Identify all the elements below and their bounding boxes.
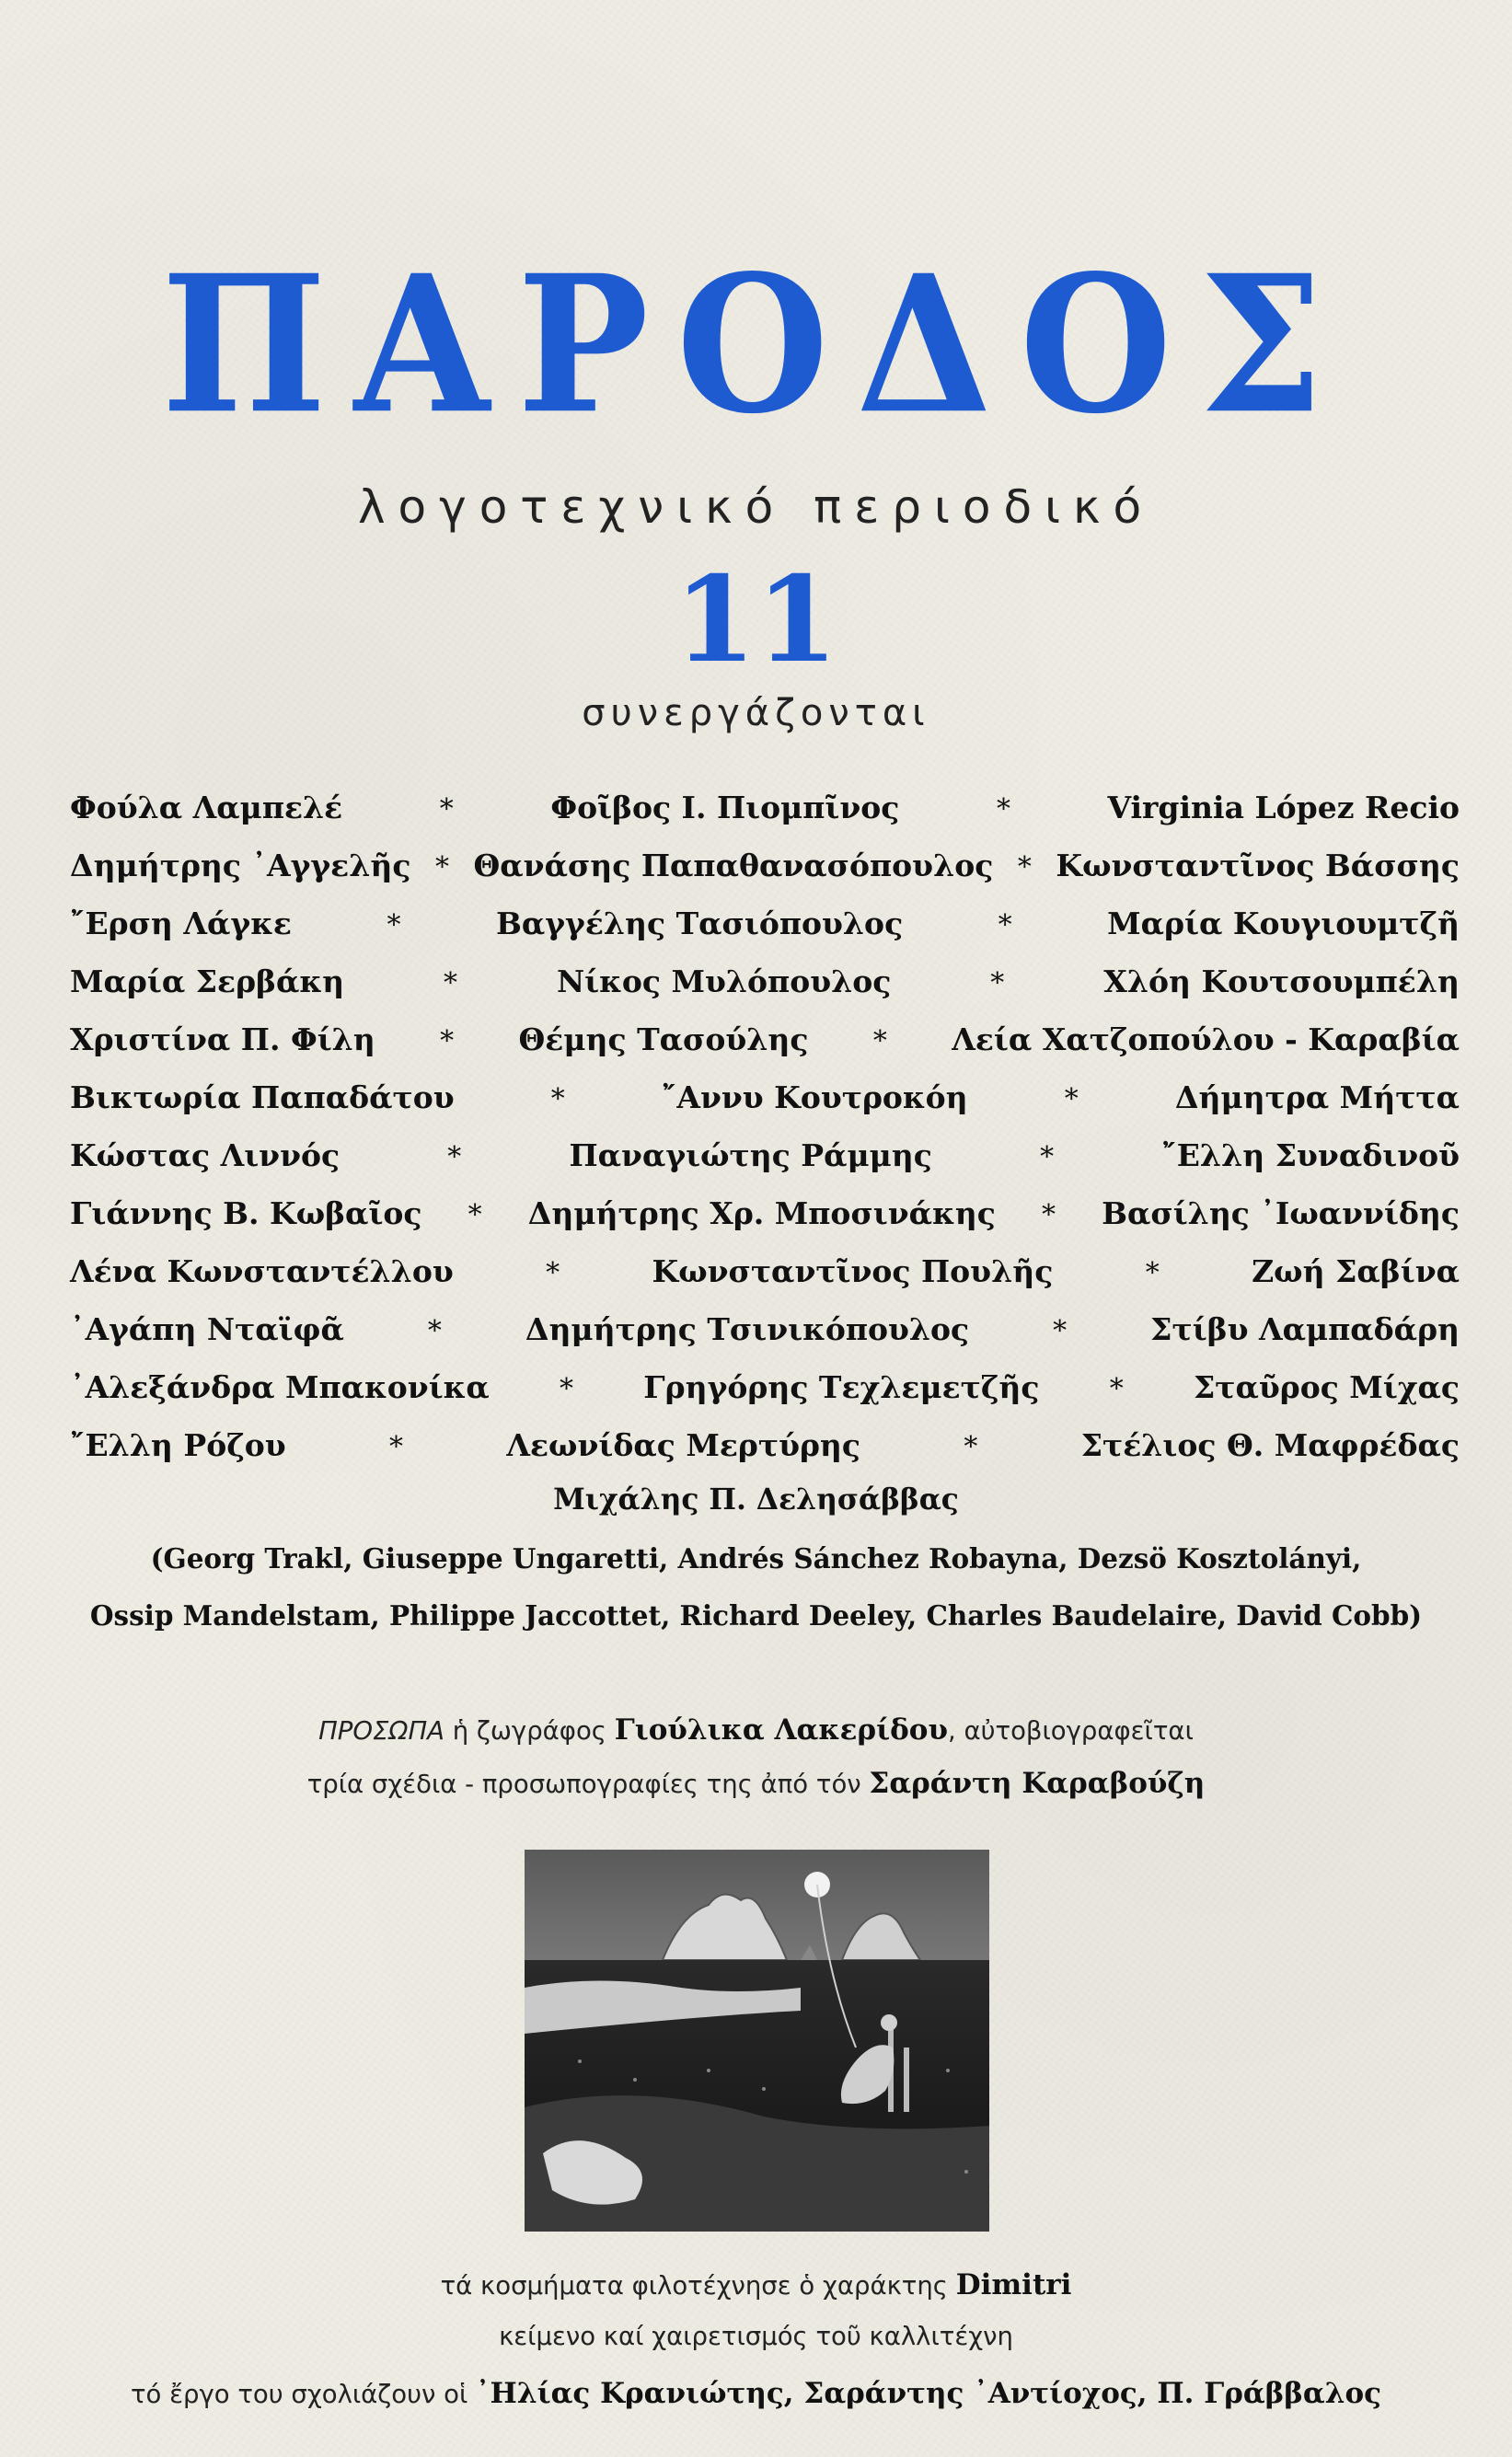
- contributor-row: [70, 1137, 1460, 1183]
- separator-asterisk: *: [1017, 851, 1032, 883]
- contributor-name: Κωνσταντῖνος Πουλῆς: [652, 1253, 1054, 1289]
- subtitle: λογοτεχνικό περιοδικό: [357, 480, 1155, 534]
- separator-asterisk: *: [467, 1199, 482, 1231]
- contributor-row: [70, 848, 1460, 894]
- engraving-illustration: [525, 1850, 989, 2232]
- footer-line-1: [0, 2268, 1512, 2301]
- contributor-row: [70, 1079, 1460, 1125]
- contributor-row: [70, 1427, 1460, 1473]
- contributor-row: [70, 1195, 1460, 1241]
- contributor-name: Κώστας Λιννός: [70, 1137, 340, 1173]
- contributor-row: [70, 1369, 1460, 1415]
- separator-asterisk: *: [550, 1083, 565, 1115]
- separator-asterisk: *: [439, 793, 454, 825]
- separator-asterisk: *: [1064, 1083, 1079, 1115]
- contributor-name: Κωνσταντῖνος Βάσσης: [1056, 848, 1460, 883]
- contributor-name: ᾿Αλεξάνδρα Μπακονίκα: [70, 1369, 490, 1405]
- contributor-name: Νίκος Μυλόπουλος: [557, 963, 892, 999]
- separator-asterisk: *: [964, 1431, 978, 1463]
- artist-name: Σαράντη Καραβούζη: [869, 1767, 1206, 1800]
- painter-name: Γιούλικα Λακερίδου: [614, 1713, 948, 1747]
- separator-asterisk: *: [387, 909, 401, 941]
- separator-asterisk: *: [1040, 1141, 1055, 1173]
- foreign-authors-line-1: (Georg Trakl, Giuseppe Ungaretti, Andrés Sánchez Robayna, Dezsö Kosztolányi,: [150, 1542, 1362, 1575]
- contributor-row: [70, 1311, 1460, 1357]
- separator-asterisk: *: [560, 1373, 574, 1405]
- contributor-name: Χλόη Κουτσουμπέλη: [1103, 963, 1460, 999]
- contributor-name: Χριστίνα Π. Φίλη: [70, 1021, 375, 1057]
- contributor-name: Virginia López Recio: [1107, 790, 1460, 825]
- contributor-row: [70, 1021, 1460, 1067]
- separator-asterisk: *: [1041, 1199, 1056, 1231]
- masthead-title: ΠΑΡΟΔΟΣ: [161, 234, 1351, 456]
- prosopa-text-1a: ἡ ζωγράφος: [444, 1716, 615, 1746]
- contributor-name: Δήμητρα Μήττα: [1174, 1079, 1460, 1115]
- separator-asterisk: *: [1109, 1373, 1124, 1405]
- contributor-name: Δημήτρης ᾿Αγγελῆς: [70, 848, 411, 883]
- contributor-name: Φοῖβος Ι. Πιομπῖνος: [550, 790, 900, 825]
- prosopa-text-1b: , αὐτοβιογραφεῖται: [947, 1716, 1194, 1746]
- prosopa-text-2a: τρία σχέδια - προσωπογραφίες της ἀπό τόν: [306, 1770, 870, 1799]
- contributor-name: ῎Αννυ Κουτροκόη: [661, 1079, 968, 1115]
- issue-number: 11: [674, 551, 838, 689]
- footer-text-3a: τό ἔργο του σχολιάζουν οἱ: [130, 2380, 477, 2409]
- engraver-name: Dimitri: [955, 2268, 1072, 2301]
- separator-asterisk: *: [1053, 1315, 1068, 1347]
- footer-line-2: κείμενο καί χαιρετισμός τοῦ καλλιτέχνη: [499, 2322, 1013, 2351]
- contributor-name: Βαγγέλης Τασιόπουλος: [495, 906, 904, 941]
- prosopa-label: ΠΡΟΣΩΠΑ: [318, 1716, 444, 1746]
- contributor-name: Στίβυ Λαμπαδάρη: [1150, 1311, 1460, 1347]
- contributor-name: Βασίλης ᾿Ιωαννίδης: [1102, 1195, 1460, 1231]
- contributor-name: Γιάννης Β. Κωβαῖος: [70, 1195, 422, 1231]
- contributor-name: ῎Ερση Λάγκε: [70, 906, 292, 941]
- footer-line-3: [0, 2377, 1512, 2410]
- last-contributor: Μιχάλης Π. Δελησάββας: [553, 1483, 959, 1517]
- footer-text-1a: τά κοσμήματα φιλοτέχνησε ὁ χαράκτης: [440, 2271, 956, 2301]
- contributor-name: Μαρία Σερβάκη: [70, 963, 345, 999]
- contributor-name: Λένα Κωνσταντέλλου: [70, 1253, 454, 1289]
- contributor-name: ῎Ελλη Ρόζου: [70, 1427, 286, 1463]
- separator-asterisk: *: [996, 793, 1010, 825]
- contributor-name: Στέλιος Θ. Μαφρέδας: [1080, 1427, 1460, 1463]
- contributor-name: Μαρία Κουγιουμτζῆ: [1107, 906, 1460, 941]
- separator-asterisk: *: [1145, 1257, 1160, 1289]
- contributor-name: Λεωνίδας Μερτύρης: [506, 1427, 860, 1463]
- separator-asterisk: *: [447, 1141, 462, 1173]
- collaborate-label: συνεργάζονται: [582, 692, 930, 734]
- contributor-name: Θανάσης Παπαθανασόπουλος: [473, 848, 994, 883]
- contributor-name: Λεία Χατζοπούλου - Καραβία: [952, 1021, 1460, 1057]
- separator-asterisk: *: [427, 1315, 442, 1347]
- separator-asterisk: *: [990, 967, 1005, 999]
- contributor-row: [70, 790, 1460, 836]
- contributor-row: [70, 963, 1460, 1009]
- contributor-name: Θέμης Τασούλης: [518, 1021, 809, 1057]
- contributor-name: Βικτωρία Παπαδάτου: [70, 1079, 455, 1115]
- commentators-names: ᾿Ηλίας Κρανιώτης, Σαράντης ᾿Αντίοχος, Π. Γράββαλος: [476, 2377, 1381, 2410]
- contributor-row: [70, 1253, 1460, 1299]
- separator-asterisk: *: [872, 1025, 887, 1057]
- contributor-row: [70, 906, 1460, 952]
- separator-asterisk: *: [434, 851, 449, 883]
- prosopa-line-2: [0, 1767, 1512, 1800]
- separator-asterisk: *: [440, 1025, 455, 1057]
- contributor-name: ᾿Αγάπη Νταϊφᾶ: [70, 1311, 344, 1347]
- contributor-name: Φούλα Λαμπελέ: [70, 790, 343, 825]
- separator-asterisk: *: [389, 1431, 404, 1463]
- contributor-name: Δημήτρης Τσινικόπουλος: [525, 1311, 970, 1347]
- contributor-name: Γρηγόρης Τεχλεμετζῆς: [643, 1369, 1040, 1405]
- contributor-name: Δημήτρης Χρ. Μποσινάκης: [527, 1195, 996, 1231]
- prosopa-line-1: [0, 1713, 1512, 1747]
- contributor-name: ῎Ελλη Συναδινοῦ: [1161, 1137, 1460, 1173]
- contributor-name: Παναγιώτης Ράμμης: [569, 1137, 932, 1173]
- contributor-name: Ζωή Σαβίνα: [1252, 1253, 1460, 1289]
- separator-asterisk: *: [998, 909, 1012, 941]
- separator-asterisk: *: [444, 967, 458, 999]
- contributor-name: Σταῦρος Μίχας: [1193, 1369, 1460, 1405]
- separator-asterisk: *: [546, 1257, 560, 1289]
- foreign-authors-line-2: Ossip Mandelstam, Philippe Jaccottet, Richard Deeley, Charles Baudelaire, David Cobb): [89, 1599, 1423, 1632]
